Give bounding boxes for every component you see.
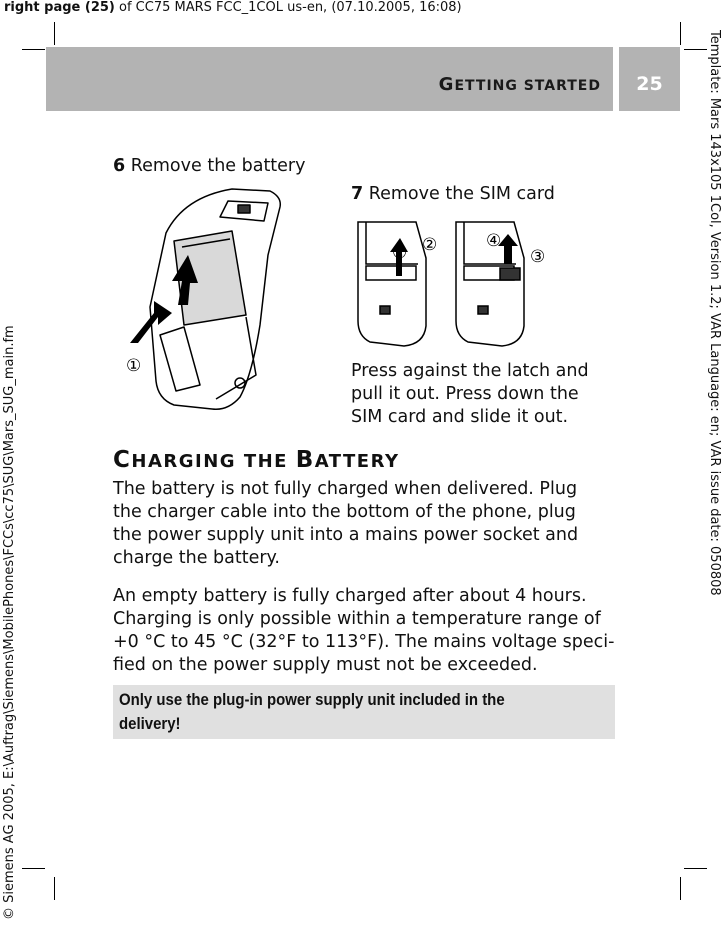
copyright-path: © Siemens AG 2005, E:\Auftrag\Siemens\MobilePhones\FCCs\cc75\SUG\Mars_SUG_main.fm — [2, 325, 17, 920]
crop-mark — [54, 22, 55, 45]
crop-mark — [22, 49, 45, 50]
crop-mark — [54, 877, 55, 900]
note-text: Only use the plug-in power supply unit included in the delivery! — [119, 690, 505, 733]
charging-paragraph-1: The battery is not fully charged when delivered. Plug the charger cable into the bottom of the phone, plug the power supply unit into a mains power socket and charge the battery. — [113, 479, 579, 568]
step-7-heading: 7 Remove the SIM card — [351, 184, 555, 204]
page-number: 25 — [636, 73, 663, 95]
crop-mark — [684, 868, 707, 869]
step-6-heading: 6 Remove the battery — [113, 156, 306, 176]
callout-3: ③ — [530, 247, 546, 267]
step-7-description: Press against the latch and pull it out. Press down the SIM card and slide it out. — [351, 361, 589, 427]
callout-2: ② — [178, 264, 194, 284]
battery-removal-illustration — [120, 185, 310, 415]
crop-mark — [684, 49, 707, 50]
callout-4: ④ — [486, 231, 502, 251]
section-heading: CHARGING THE BATTERY — [113, 447, 400, 473]
sim-removal-illustration — [352, 216, 557, 351]
print-info-line: right page (25) of CC75 MARS FCC_1COL us-en, (07.10.2005, 16:08) — [4, 0, 462, 15]
crop-mark — [680, 22, 681, 45]
chapter-title: GETTING STARTED — [438, 74, 601, 95]
crop-mark — [22, 868, 45, 869]
template-info: Template: Mars 143x105 1Col, Version 1.2; VAR Language: en; VAR issue date: 050808 — [707, 30, 722, 596]
phone-left-outline — [358, 222, 426, 346]
charging-paragraph-2: An empty battery is fully charged after about 4 hours. Charging is only possible within a temperature range of +0 °C to 45 °C (32°F to 113°F). The mains voltage speci- fied on the power supply must not be exceeded. — [113, 586, 615, 675]
crop-mark — [680, 877, 681, 900]
callout-1: ① — [392, 243, 408, 263]
callout-1: ① — [126, 356, 142, 376]
callout-2: ② — [422, 235, 438, 255]
push-arrow — [130, 301, 172, 343]
